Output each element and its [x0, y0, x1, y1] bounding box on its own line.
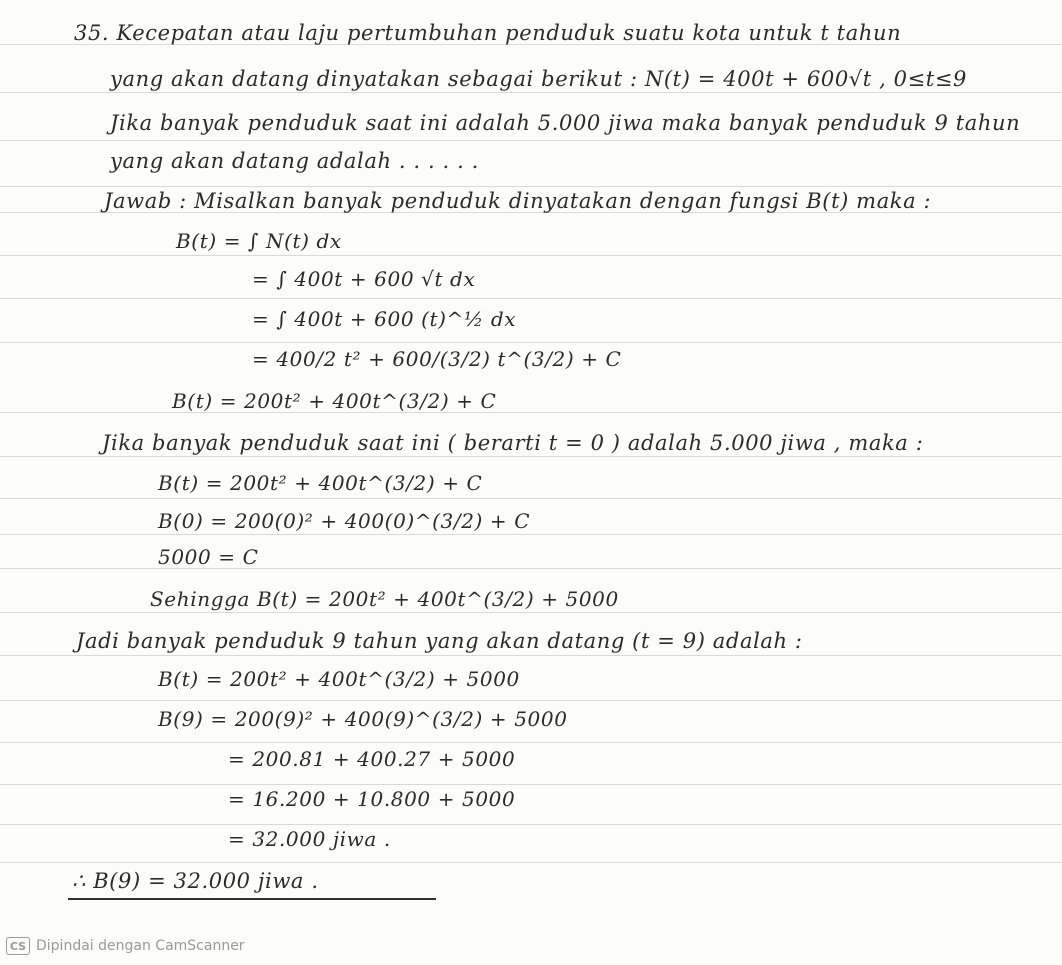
ruled-line	[0, 742, 1062, 743]
ruled-line	[0, 140, 1062, 141]
ruled-line	[0, 700, 1062, 701]
ruled-line	[0, 92, 1062, 93]
step-function: B(t) = 200t² + 400t^(3/2) + 5000	[158, 667, 520, 691]
step-substitute: = ∫ 400t + 600 √t dx	[252, 267, 476, 291]
ruled-line	[0, 612, 1062, 613]
final-answer-underline	[68, 898, 436, 900]
ruled-line	[0, 824, 1062, 825]
step-integrate: = 400/2 t² + 600/(3/2) t^(3/2) + C	[252, 347, 622, 371]
problem-line-4: yang akan datang adalah . . . . . .	[110, 149, 479, 173]
step-compute-powers: = 200.81 + 400.27 + 5000	[228, 747, 516, 771]
step-evaluate-nine: B(9) = 200(9)² + 400(9)^(3/2) + 5000	[158, 707, 568, 731]
problem-line-3: Jika banyak penduduk saat ini adalah 5.000 jiwa maka banyak penduduk 9 tahun	[110, 111, 1021, 135]
condition-line: Jika banyak penduduk saat ini ( berarti t = 0 ) adalah 5.000 jiwa , maka :	[102, 431, 924, 455]
camscanner-logo-icon: CS	[6, 937, 30, 955]
step-solve-c: 5000 = C	[158, 545, 259, 569]
problem-line-2: yang akan datang dinyatakan sebagai berikut : N(t) = 400t + 600√t , 0≤t≤9	[110, 67, 967, 91]
step-general-solution: B(t) = 200t² + 400t^(3/2) + C	[172, 389, 497, 413]
ruled-line	[0, 342, 1062, 343]
watermark-text: Dipindai dengan CamScanner	[36, 938, 245, 954]
ruled-line	[0, 655, 1062, 656]
step-multiply: = 16.200 + 10.800 + 5000	[228, 787, 516, 811]
step-particular-solution: Sehingga B(t) = 200t² + 400t^(3/2) + 5000	[150, 587, 619, 611]
ruled-line	[0, 498, 1062, 499]
ruled-line	[0, 784, 1062, 785]
ruled-line	[0, 186, 1062, 187]
conclusion-intro: Jadi banyak penduduk 9 tahun yang akan datang (t = 9) adalah :	[76, 629, 803, 653]
ruled-line	[0, 255, 1062, 256]
ruled-line	[0, 534, 1062, 535]
step-integral-setup: B(t) = ∫ N(t) dx	[176, 229, 342, 253]
ruled-line	[0, 456, 1062, 457]
step-exponent-form: = ∫ 400t + 600 (t)^½ dx	[252, 307, 517, 331]
ruled-line	[0, 862, 1062, 863]
problem-line-1: 35. Kecepatan atau laju pertumbuhan penduduk suatu kota untuk t tahun	[74, 21, 902, 45]
step-evaluate-zero: B(0) = 200(0)² + 400(0)^(3/2) + C	[158, 509, 531, 533]
step-sum: = 32.000 jiwa .	[228, 827, 391, 851]
ruled-line	[0, 298, 1062, 299]
step-restate: B(t) = 200t² + 400t^(3/2) + C	[158, 471, 483, 495]
answer-intro: Jawab : Misalkan banyak penduduk dinyatakan dengan fungsi B(t) maka :	[104, 189, 932, 213]
ruled-line	[0, 412, 1062, 413]
final-answer: ∴ B(9) = 32.000 jiwa .	[72, 869, 319, 893]
scanner-watermark	[6, 935, 245, 957]
